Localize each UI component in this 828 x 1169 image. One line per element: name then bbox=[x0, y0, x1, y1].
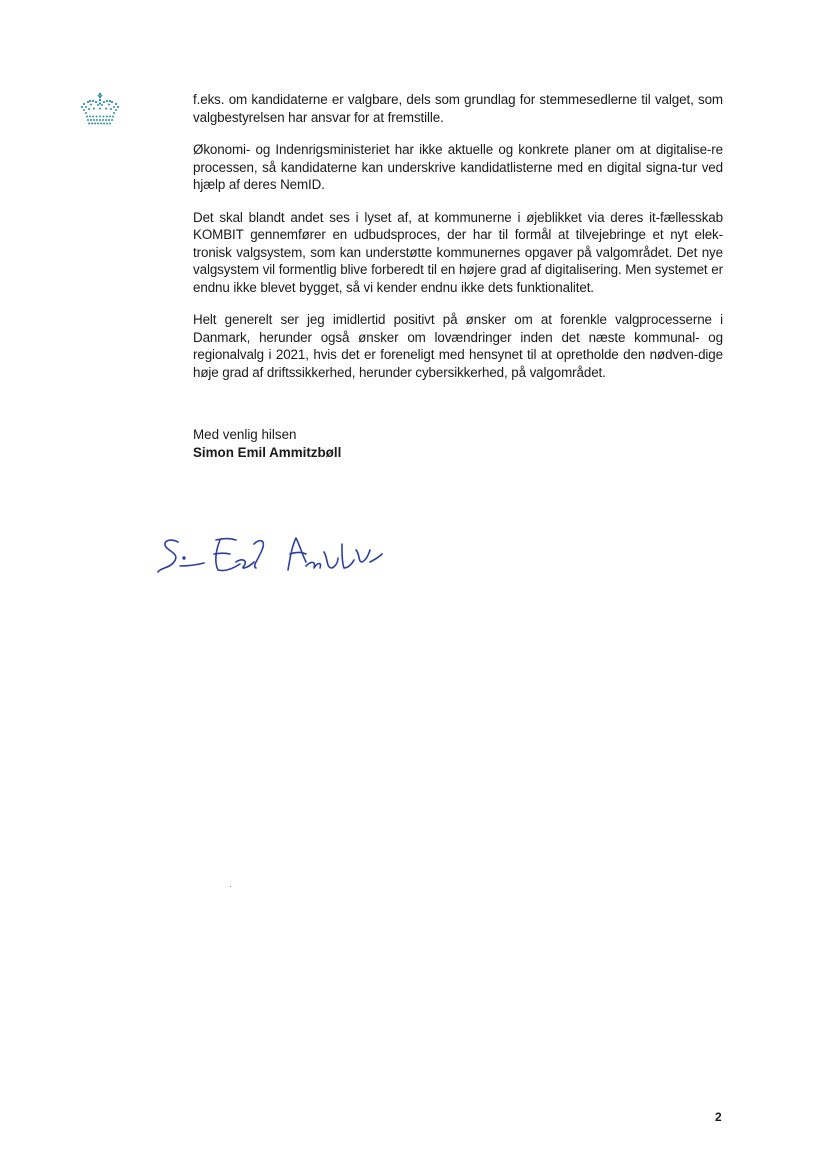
paragraph: Det skal blandt andet ses i lyset af, at kommunerne i øjeblikket via deres it-fællesskab KOMBIT gennemfører en udbudsproces, der har til formål at tilvejebringe et nyt elek-tronisk valgsystem, som kan understøtte kommunernes opgaver på valgområdet. Det nye valgsystem vil formentlig blive forberedt til en højere grad af digitalisering. Men systemet er endnu ikke blevet bygget, så vi kender endnu ikke dets funktionalitet. bbox=[193, 209, 723, 295]
signer-name: Simon Emil Ammitzbøll bbox=[193, 444, 342, 460]
crown-icon bbox=[80, 92, 120, 126]
letter-body bbox=[193, 91, 723, 396]
handwritten-signature bbox=[156, 532, 386, 582]
scan-speck bbox=[230, 886, 231, 887]
letter-closing bbox=[193, 426, 341, 461]
closing-greeting: Med venlig hilsen bbox=[193, 427, 297, 442]
paragraph: Økonomi- og Indenrigsministeriet har ikke aktuelle og konkrete planer om at digitalise-re processen, så kandidaterne kan underskrive kandidatlisterne med en digital signa-tur ved hjælp af deres NemID. bbox=[193, 142, 723, 192]
paragraph: f.eks. om kandidaterne er valgbare, dels som grundlag for stemmesedlerne til valget, som valgbestyrelsen har ansvar for at fremstille. bbox=[193, 92, 723, 125]
paragraph: Helt generelt ser jeg imidlertid positivt på ønsker om at forenkle valgprocesserne i Danmark, herunder også ønsker om lovændringer inden det næste kommunal- og regionalvalg i 2021, hvis det er foreneligt med hensynet til at opretholde den nødven-dige høje grad af driftssikkerhed, herunder cybersikkerhed, på valgområdet. bbox=[193, 312, 723, 380]
page-number: 2 bbox=[715, 1110, 722, 1124]
